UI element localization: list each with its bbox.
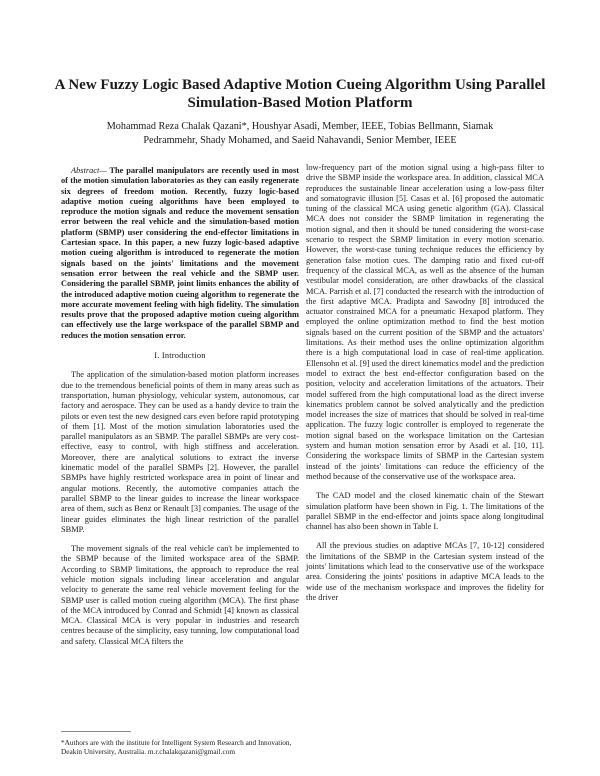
abstract-label: Abstract— — [71, 166, 107, 175]
paper-title: A New Fuzzy Logic Based Adaptive Motion Cueing Algorithm Using Parallel Simulation-Based Motion Platform — [54, 77, 546, 111]
body-paragraph: The CAD model and the closed kinematic chain of the Stewart simulation platform have been shown in Fig. 1. The limitations of the parallel SBMP in the end-effector and joints space along longitudinal channel has also been shown in Table I. — [306, 491, 544, 532]
body-paragraph: The application of the simulation-based motion platform increases due to the tremendous beneficial points of them in many areas such as transportation, human physiology, vehicular system, autonomous, car factory and aerospace. They can be used as a handy device to train the pilots or even test the new designed cars even before rapid prototyping of them [1]. Most of the motion simulation laboratories used the parallel manipulators as an SBMP. The parallel SBMPs are very cost-effective, easy to control, with high stiffness and acceleration. Moreover, there are analytical solutions to extract the inverse kinematic model of the parallel SBMPs [2]. However, the parallel SBMPs have highly restricted workspace area in point of linear and angular motions. Recently, the automotive companies attach the parallel SBMP to the linear guides to increase the linear workspace area of them, such as Benz or Renault [3] companies. The usage of the linear guides eliminates the high linear restriction of the parallel SBMP. — [61, 370, 299, 534]
abstract-text: The parallel manipulators are recently used in most of the motion simulation laboratories as they can easily regenerate six degrees of freedom motion. Recently, fuzzy logic-based adaptive motion cueing algorithms have been employed to reproduce the motion signals and reduce the movement sensation error between the real vehicle and the simulation-based motion platform (SBMP) user considering the end-effector limitations in Cartesian space. In this paper, a new fuzzy logic-based adaptive motion cueing algorithm is introduced to regenerate the motion signals based on the joints' limitations and the movement sensation error between the real vehicle and the SBMP user. Considering the parallel SBMP, joint limits enhances the ability of the introduced adaptive motion cueing algorithm to regenerate the more accurate movement feeling with high fidelity. The simulation results prove that the proposed adaptive motion cueing algorithm can effectively use the large workspace of the parallel SBMP and reduces the motion sensation error. — [61, 166, 300, 340]
body-paragraph: The movement signals of the real vehicle can't be implemented to the SBMP because of the limited workspace area of the SBMP. According to SBMP limitations, the approach to reproduce the real vehicle motion signals including linear acceleration and angular velocity to generate the same real vehicle movement feeling for the SBMP user is called motion cueing algorithm (MCA). The first phase of the MCA introduced by Conrad and Schmidt [4] known as classical MCA. Classical MCA is very popular in industries and research centres because of the simplicity, easy tunning, low computational load and safety. Classical MCA filters the — [61, 544, 299, 646]
right-column — [306, 163, 544, 603]
section-heading-introduction: I. Introduction — [154, 351, 206, 361]
author-list — [40, 120, 560, 148]
footnote: *Authors are with the institute for Intelligent System Research and Innovation, Deakin University, Australia. m.r.chalakqazani@gmail.com — [61, 738, 292, 756]
author-line-1: Mohammad Reza Chalak Qazani*, Houshyar Asadi, Member, IEEE, Tobias Bellmann, Siamak — [106, 121, 494, 132]
body-paragraph: low-frequency part of the motion signal using a high-pass filter to drive the SBMP inside the workspace area. In addition, classical MCA reproduces the sustainable linear acceleration using a low-pass filter and somatogravic illusion [5]. Casas et al. [6] proposed the automatic tuning of the classical MCA using genetic algorithm (GA). Classical MCA does not consider the SBMP limitation in regenerating the motion signal, and then it should be tuned considering the worst-case scenario to respect the SBMP limitation in every motion scenario. However, the worst-case tuning technique reduces the efficiency by generation false motion cues. The damping ratio and fixed cut-off frequency of the classical MCA, as well as the absence of the human vestibular model consideration, are other drawbacks of the classical MCA. Parrish et al. [7] conducted the research with the introduction of the first adaptive MCA. Pradipta and Sawodny [8] introduced the actuator constrained MCA for a pneumatic Hexapod platform. They employed the online optimization method to find the best motion signals based on the current position of the SBMP and the actuators' limitations. As their method uses the online optimization algorithm there is a high computational load in case of real-time application. Ellensohn et al. [9] used the direct kinematics model and the prediction model to extract the best end-effector configuration based on the position, velocity and acceleration limitations of the actuators. Their model suffered from the high computational load as the direct inverse kinematics problem cannot be solved analytically and the prediction model increases the size of matrices that should be solved in real-time application. The fuzzy logic controller is employed to regenerate the motion signal based on the workspace limitation on the Cartesian system and human motion sensation error by Asadi et al. [10, 11]. Considering the workspace limits of SBMP in the Cartesian system instead of the joints' limitations can reduce the efficiency of the method because of the conservative use of the workspace area. — [306, 163, 544, 481]
body-paragraph: All the previous studies on adaptive MCAs [7, 10-12] considered the limitations of the SBMP in the Cartesian system instead of the joints' limitations which lead to the conservative use of the workspace area. Considering the joints' positions in adaptive MCA leads to the wide use of the mechanism workspace and improves the fidelity for the driver — [306, 541, 544, 602]
abstract-paragraph — [61, 166, 299, 341]
left-column — [61, 166, 299, 647]
author-line-2: Pedrammehr, Shady Mohamed, and Saeid Nahavandi, Senior Member, IEEE — [143, 135, 457, 146]
footnote-divider — [61, 731, 131, 732]
